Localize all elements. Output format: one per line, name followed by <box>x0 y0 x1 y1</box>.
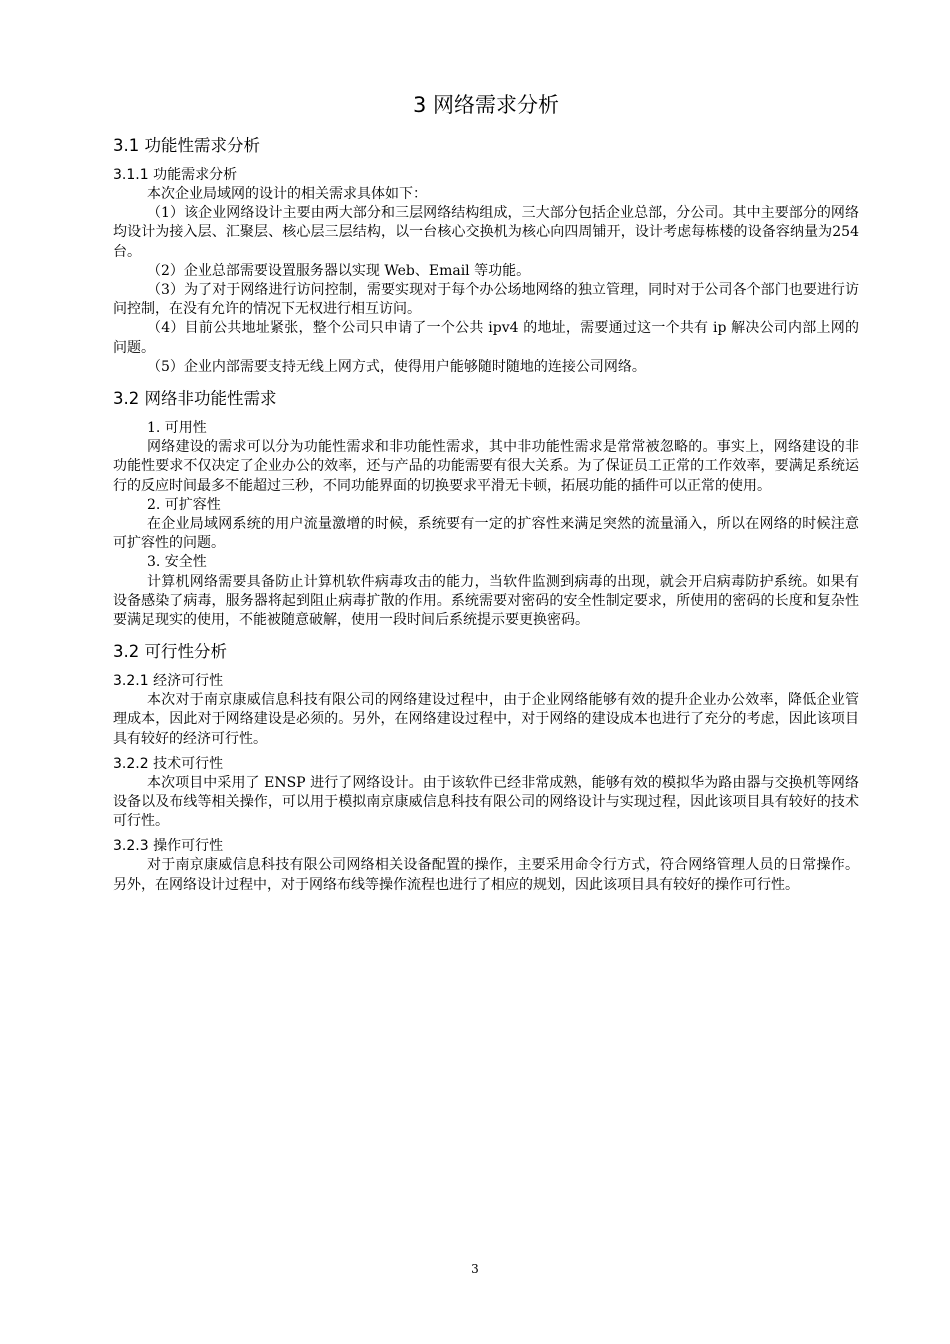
section-3-1-1-title: 3.1.1 功能需求分析 <box>113 167 238 183</box>
section-3-1-title: 3.1 功能性需求分析 <box>113 136 260 155</box>
item-label-availability: 1. 可用性 <box>147 420 207 437</box>
section-3-2-1-title: 3.2.1 经济可行性 <box>113 673 224 690</box>
paragraph: 计算机网络需要具备防止计算机软件病毒攻击的能力，当软件监测到病毒的出现，就会开启病毒防护系统。如果有设备感染了病毒，服务器将起到阻止病毒扩散的作用。系统需要对密码的安全性制定要求，所使用的密码的长度和复杂性要满足现实的使用，不能被随意破解，使用一段时间后系统提示要更换密码。 <box>113 573 859 629</box>
page-number: 3 <box>471 1262 479 1276</box>
document-page <box>113 90 859 895</box>
paragraph: 本次对于南京康威信息科技有限公司的网络建设过程中，由于企业网络能够有效的提升企业办公效率，降低企业管理成本，因此对于网络建设是必须的。另外，在网络建设过程中，对于网络的建设成本也进行了充分的考虑，因此该项目具有较好的经济可行性。 <box>113 692 859 747</box>
section-3-2-feasibility-title: 3.2 可行性分析 <box>113 642 227 662</box>
paragraph: 对于南京康威信息科技有限公司网络相关设备配置的操作，主要采用命令行方式，符合网络管理人员的日常操作。另外，在网络设计过程中，对于网络布线等操作流程也进行了相应的规划，因此该项目具有较好的操作可行性。 <box>113 857 859 893</box>
section-3-2-2-title: 3.2.2 技术可行性 <box>113 755 224 772</box>
paragraph: （4）目前公共地址紧张，整个公司只申请了一个公共 ipv4 的地址，需要通过这一个共有 ip 解决公司内部上网的问题。 <box>113 320 859 356</box>
paragraph: （2）企业总部需要设置服务器以实现 Web、Email 等功能。 <box>147 262 531 279</box>
paragraph: 在企业局域网系统的用户流量激增的时候，系统要有一定的扩容性来满足突然的流量涌入，所以在网络的时候注意可扩容性的问题。 <box>113 516 859 552</box>
paragraph: （3）为了对于网络进行访问控制，需要实现对于每个办公场地网络的独立管理，同时对于公司各个部门也要进行访问控制，在没有允许的情况下无权进行相互访问。 <box>113 282 859 318</box>
paragraph: 网络建设的需求可以分为功能性需求和非功能性需求，其中非功能性需求是常常被忽略的。事实上，网络建设的非功能性要求不仅决定了企业办公的效率，还与产品的功能需要有很大关系。为了保证员工正常的工作效率，要满足系统运行的反应时间最多不能超过三秒，不同功能界面的切换要求平滑无卡顿，拓展功能的插件可以正常的使用。 <box>113 439 859 494</box>
paragraph: 本次企业局域网的设计的相关需求具体如下： <box>147 186 427 202</box>
paragraph: （1）该企业网络设计主要由两大部分和三层网络结构组成，三大部分包括企业总部，分公司。其中主要部分的网络均设计为接入层、汇聚层、核心层三层结构，以一台核心交换机为核心向四周铺开，设计考虑每栋楼的设备容纳量为254台。 <box>113 205 859 260</box>
section-3-2-title: 3.2 网络非功能性需求 <box>113 389 277 409</box>
item-label-scalability: 2. 可扩容性 <box>147 496 221 513</box>
paragraph: 本次项目中采用了 ENSP 进行了网络设计。由于该软件已经非常成熟，能够有效的模拟华为路由器与交换机等网络设备以及布线等相关操作，可以用于模拟南京康威信息科技有限公司的网络设计与实现过程，因此该项目具有较好的技术可行性。 <box>113 774 859 830</box>
item-label-security: 3. 安全性 <box>147 554 207 571</box>
paragraph: （5）企业内部需要支持无线上网方式，使得用户能够随时随地的连接公司网络。 <box>147 358 646 375</box>
section-3-2-3-title: 3.2.3 操作可行性 <box>113 838 224 855</box>
chapter-title: 3 网络需求分析 <box>412 93 560 117</box>
